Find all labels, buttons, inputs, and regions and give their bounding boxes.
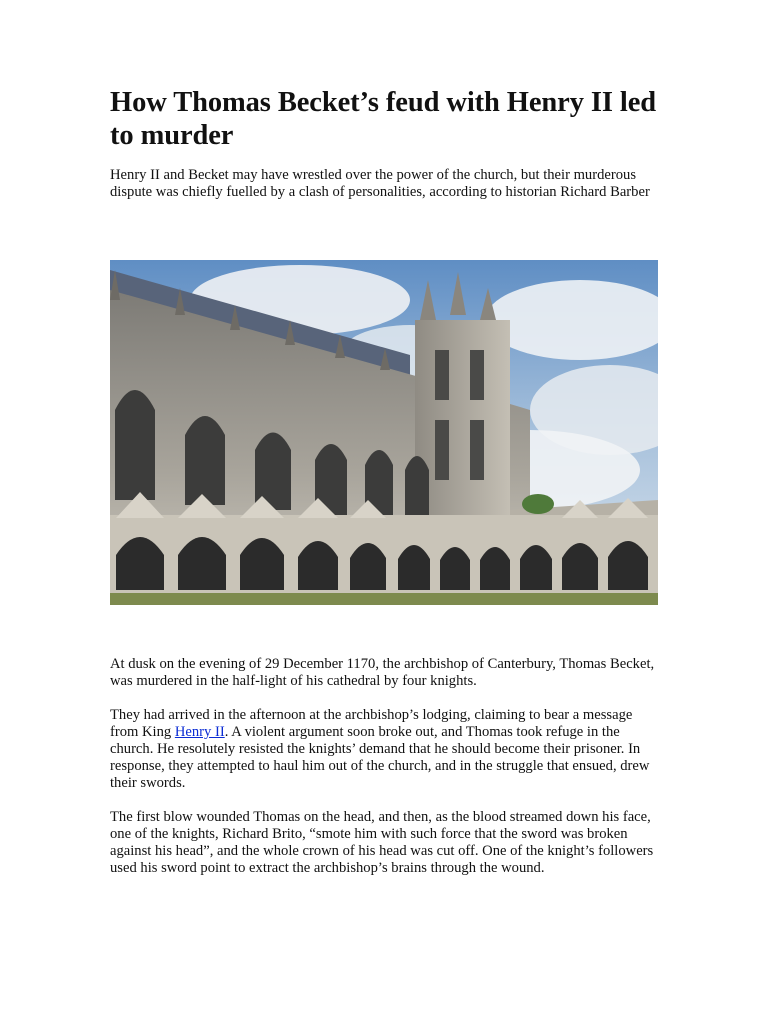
paragraph-2 [110,707,660,792]
article [110,86,660,877]
henry-ii-link[interactable]: Henry II [174,724,225,740]
paragraph-3: The first blow wounded Thomas on the head, and then, as the blood streamed down his face, one of the knights, Richard Brito, “smote him with such force that the sword was broken against his head”, and the whole crown of his head was cut off. One of the knight’s followers used his sword point to extract the archbishop’s brains through the wound. [110,809,654,876]
paragraph-2-text-after: . A violent argument soon broke out, and Thomas took refuge in the church. He resolutely resisted the knights’ demand that he should become their prisoner. In response, they attempted to haul him out of the church, and in the struggle that ensued, drew their swords. [110,724,650,791]
paragraph-2-text-before: They had arrived in the afternoon at the archbishop’s lodging, claiming to bear a message from King [110,707,633,740]
article-subtitle: Henry II and Becket may have wrestled over the power of the church, but their murderous dispute was chiefly fuelled by a clash of personalities, according to historian Richard Barber [110,167,650,200]
article-title: How Thomas Becket’s feud with Henry II led to murder [110,87,657,151]
cathedral-photo [110,260,658,605]
paragraph-1: At dusk on the evening of 29 December 1170, the archbishop of Canterbury, Thomas Becket, was murdered in the half-light of his cathedral by four knights. [110,656,655,689]
